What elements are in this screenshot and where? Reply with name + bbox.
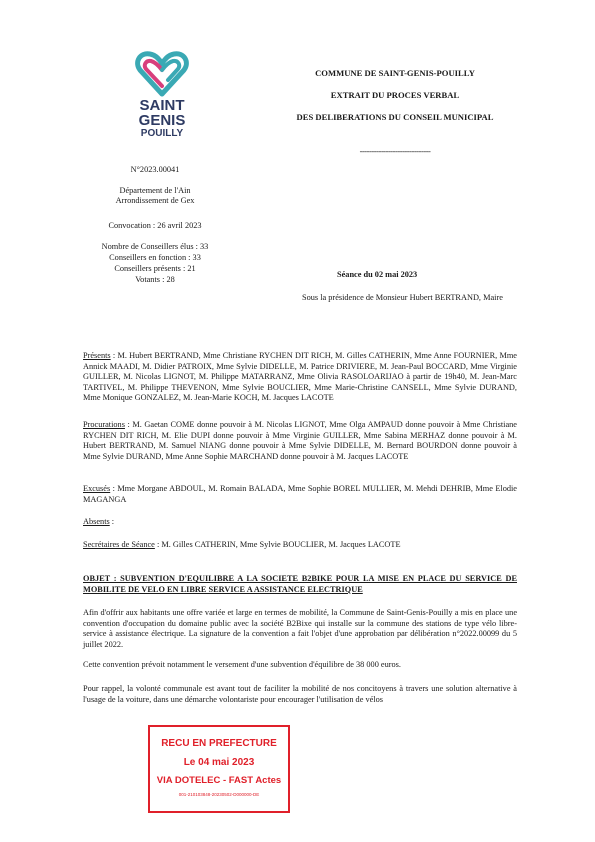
body-paragraph-2: Cette convention prévoit notamment le versement d'une subvention d'équilibre de 38 000 euros. [83, 660, 401, 669]
body-paragraph-3: Pour rappel, la volonté communale est avant tout de faciliter la mobilité de nos concitoyens à travers une solution alternative à l'usage de la voiture, dans une démarche volontariste pour encourager l'utilisation de vélos [83, 684, 517, 704]
logo-pouilly: POUILLY [140, 128, 184, 139]
deliberation-number: N°2023.00041 [130, 165, 180, 174]
absents-text: : [109, 517, 115, 526]
arrondissement: Arrondissement de Gex [115, 196, 195, 205]
presents-label: Présents [83, 351, 111, 360]
header-commune: COMMUNE DE SAINT-GENIS-POUILLY [315, 68, 475, 78]
stamp-line-4: 001-210103848-20230502-D000000-DE [178, 792, 260, 797]
seance-presidence: Sous la présidence de Monsieur Hubert BERTRAND, Maire [302, 293, 503, 302]
excuses-text: : Mme Morgane ABDOUL, M. Romain BALADA, Mme Sophie BOREL MULLIER, M. Mehdi DEHRIB, Mme Elodie MAGANGA [83, 484, 517, 504]
conseillers-presents: Conseillers présents : 21 [114, 264, 196, 273]
objet-label: OBJET : [83, 574, 117, 583]
stamp-line-2: Le 04 mai 2023 [183, 757, 255, 768]
seance-date: Séance du 02 mai 2023 [337, 270, 418, 279]
conseillers-fonction: Conseillers en fonction : 33 [109, 253, 201, 262]
header-extrait: EXTRAIT DU PROCES VERBAL [330, 90, 460, 100]
absents-label: Absents [83, 517, 110, 526]
body-paragraph-1: Afin d'offrir aux habitants une offre variée et large en termes de mobilité, la Commune de Saint-Genis-Pouilly a mis en place une convention d'occupation du domaine public avec la société B2Bixe qui installe sur la commune des stations de type vélo libre-service à assistance électrique. La signature de la convention a fait l'objet d'une approbation par délibération n°2022.00099 du 5 juillet 2022. [83, 608, 517, 649]
prefecture-stamp [148, 725, 290, 813]
logo-saint: SAINT [139, 97, 185, 114]
logo-genis: GENIS [138, 112, 186, 129]
presents-paragraph [83, 351, 517, 404]
municipal-logo [118, 46, 206, 141]
absents-paragraph [83, 517, 517, 528]
excuses-paragraph [83, 484, 517, 505]
procurations-paragraph [83, 420, 517, 462]
heart-logo-icon [132, 50, 192, 98]
header-separator: ------------------------------ [359, 146, 431, 156]
stamp-line-1: RECU EN PREFECTURE [161, 738, 277, 749]
conseillers-elus: Nombre de Conseillers élus : 33 [101, 242, 209, 251]
presents-text: : M. Hubert BERTRAND, Mme Christiane RYCHEN DIT RICH, M. Gilles CATHERIN, Mme Anne FOURNIER, Mme Annick MAADI, M. Didier PATROIX, Mme Sylvie DIDELLE, M. Patrice DRIVIERE, M. Jean-Paul BOCCARD, Mme Virginie GUILLER, M. Nicolas LIGNOT, M. Philippe MATARRANZ, Mme Olivia RASOLOARIJAO à partir de 19h40, M. Jean-Marc TARTIVEL, M. Philippe THEVENON, Mme Sylvie BOUCLIER, Mme Marie-Christine CANSELL, Mme Sylvie DURAND, Mme Monique GONZALEZ, M. Jean-Marie KOCH, M. Jacques LACOTE [83, 351, 517, 403]
departement: Département de l'Ain [119, 186, 191, 195]
header-deliberations: DES DELIBERATIONS DU CONSEIL MUNICIPAL [296, 112, 494, 122]
stamp-line-3: VIA DOTELEC - FAST Actes [156, 775, 282, 786]
procurations-text: : M. Gaetan COME donne pouvoir à M. Nicolas LIGNOT, Mme Olga AMPAUD donne pouvoir à Mme Christiane RYCHEN DIT RICH, M. Elie DUPI donne pouvoir à Mme Virginie GUILLER, Mme Sabina MERHAZ donne pouvoir à M. Hubert BERTRAND, M. Samuel NIANG donne pouvoir à Mme Sylvie DIDELLE, M. Bernard BOURDON donne pouvoir à Mme Sylvie DURAND, Mme Anne Sophie MARCHAND donne pouvoir à M. Jacques LACOTE [83, 420, 517, 461]
objet-text: SUBVENTION D'EQUILIBRE A LA SOCIETE B2BIKE POUR LA MISE EN PLACE DU SERVICE DE MOBILITE DE VELO EN LIBRE SERVICE A ASSISTANCE ELECTRIQUE [83, 574, 517, 594]
votants: Votants : 28 [135, 275, 175, 284]
convocation: Convocation : 26 avril 2023 [108, 221, 202, 230]
objet-heading [83, 574, 517, 595]
procurations-label: Procurations [83, 420, 125, 429]
secretaires-paragraph [83, 540, 517, 551]
excuses-label: Excusés [83, 484, 111, 493]
secretaires-label: Secrétaires de Séance [83, 540, 155, 549]
secretaires-text: : M. Gilles CATHERIN, Mme Sylvie BOUCLIER, M. Jacques LACOTE [154, 540, 401, 549]
